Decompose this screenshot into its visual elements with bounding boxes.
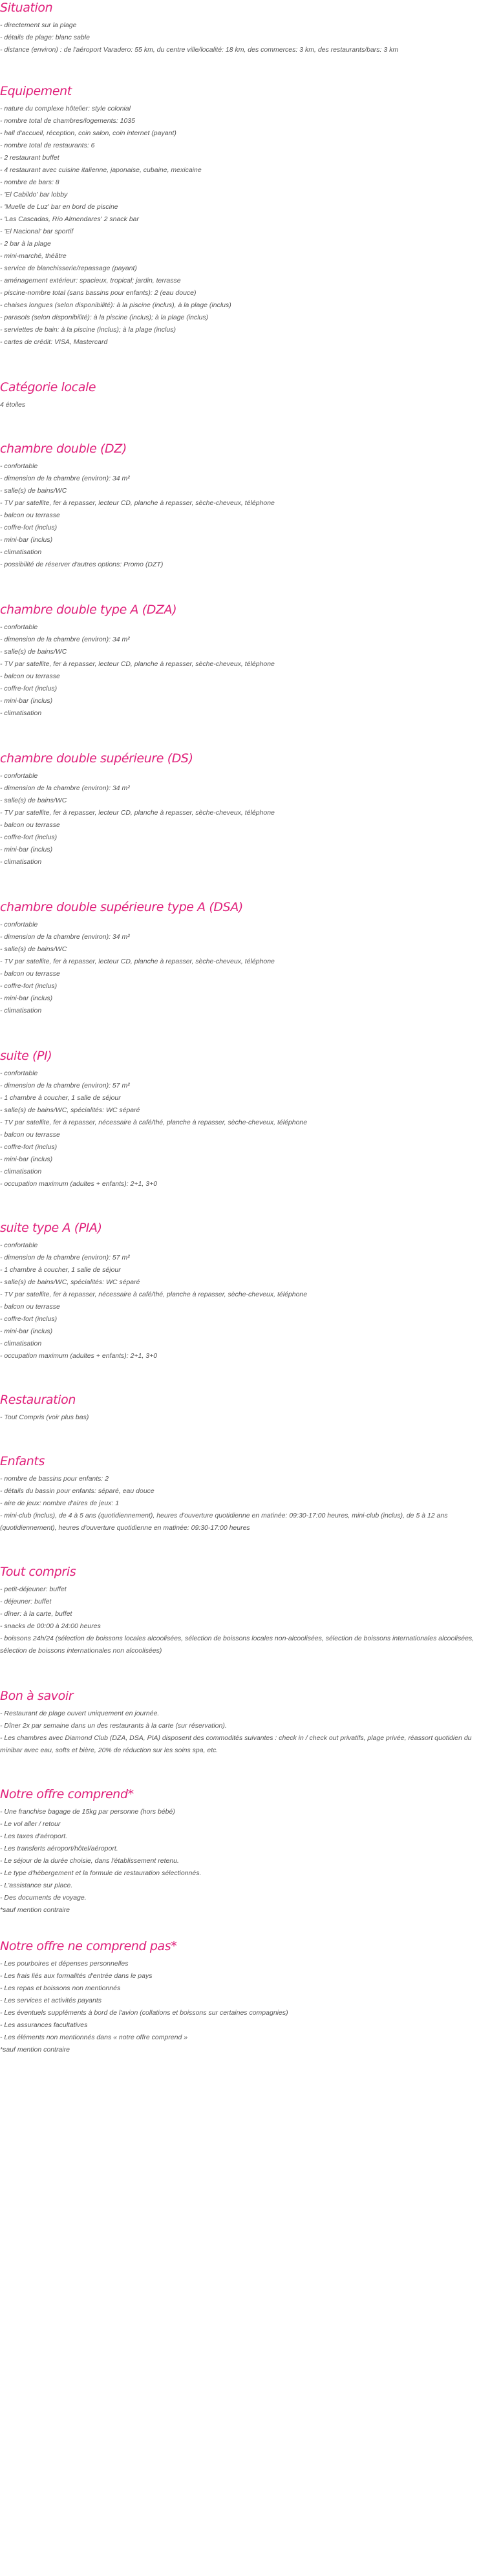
section-lines <box>0 621 490 720</box>
text-line: - mini-marché, théâtre <box>0 252 67 260</box>
text-line: - Restaurant de plage ouvert uniquement en journée. <box>0 1710 160 1717</box>
text-line: - dimension de la chambre (environ): 34 m² <box>0 475 130 482</box>
text-line: - Les assurances facultatives <box>0 2021 88 2029</box>
section-lines <box>0 1411 490 1424</box>
section-lines <box>0 1958 490 2056</box>
section-title: chambre double (DZ) <box>0 442 127 456</box>
text-line: - coffre-fort (inclus) <box>0 1315 58 1323</box>
section-title: Catégorie locale <box>0 380 96 394</box>
text-line: - serviettes de bain: à la piscine (inclus); à la plage (inclus) <box>0 326 176 334</box>
section-3 <box>0 441 490 571</box>
section-title: Tout compris <box>0 1565 76 1579</box>
text-line: - climatisation <box>0 1007 42 1014</box>
text-line: - TV par satellite, fer à repasser, lecteur CD, planche à repasser, sèche-cheveux, téléphone <box>0 499 275 507</box>
text-line: - balcon ou terrasse <box>0 511 60 519</box>
section-10 <box>0 1454 490 1534</box>
section-13 <box>0 1787 490 1916</box>
text-line: - Le séjour de la durée choisie, dans l'établissement retenu. <box>0 1857 179 1865</box>
text-line: - Les éventuels suppléments à bord de l'avion (collations et boissons sur certaines compagnies) <box>0 2009 288 2017</box>
text-line: - confortable <box>0 772 38 780</box>
section-lines <box>0 1473 490 1534</box>
text-line: - Les frais liés aux formalités d'entrée dans le pays <box>0 1972 153 1980</box>
text-line: - petit-déjeuner: buffet <box>0 1585 67 1593</box>
section-spacer <box>0 1424 490 1454</box>
text-line: - Les taxes d'aéroport. <box>0 1832 68 1840</box>
text-line: - 'Muelle de Luz' bar en bord de piscine <box>0 203 118 211</box>
section-spacer <box>0 1362 490 1392</box>
text-line: - Tout Compris (voir plus bas) <box>0 1413 89 1421</box>
text-line: - Les transferts aéroport/hôtel/aéroport. <box>0 1845 118 1852</box>
text-line: - dimension de la chambre (environ): 57 m² <box>0 1254 130 1261</box>
text-line: - confortable <box>0 1241 38 1249</box>
text-line: - occupation maximum (adultes + enfants): 2+1, 3+0 <box>0 1352 158 1360</box>
section-title: chambre double type A (DZA) <box>0 603 177 617</box>
text-line: - Les repas et boissons non mentionnés <box>0 1984 121 1992</box>
text-line: - confortable <box>0 1069 38 1077</box>
section-title: suite type A (PIA) <box>0 1221 102 1235</box>
section-lines <box>0 1708 490 1757</box>
text-line: - TV par satellite, fer à repasser, lecteur CD, planche à repasser, sèche-cheveux, téléphone <box>0 958 275 965</box>
section-0 <box>0 0 490 56</box>
text-line: *sauf mention contraire <box>0 1906 70 1914</box>
text-line: - déjeuner: buffet <box>0 1598 52 1605</box>
section-spacer <box>0 56 490 83</box>
section-2 <box>0 380 490 411</box>
text-line: - salle(s) de bains/WC <box>0 945 67 953</box>
section-lines <box>0 1240 490 1362</box>
text-line: - salle(s) de bains/WC <box>0 797 67 804</box>
section-title: Restauration <box>0 1393 76 1407</box>
text-line: - 'El Nacional' bar sportif <box>0 228 74 235</box>
section-6 <box>0 899 490 1017</box>
text-line: - occupation maximum (adultes + enfants): 2+1, 3+0 <box>0 1180 158 1188</box>
text-line: - dîner: à la carte, buffet <box>0 1610 72 1618</box>
section-8 <box>0 1220 490 1362</box>
text-line: 4 étoiles <box>0 401 26 409</box>
section-lines <box>0 919 490 1017</box>
text-line: - nombre de bars: 8 <box>0 178 59 186</box>
text-line: - mini-bar (inclus) <box>0 994 53 1002</box>
text-line: - dimension de la chambre (environ): 34 m² <box>0 784 130 792</box>
text-line: - balcon ou terrasse <box>0 1303 60 1311</box>
section-spacer <box>0 1757 490 1787</box>
section-4 <box>0 602 490 720</box>
text-line: - salle(s) de bains/WC <box>0 648 67 656</box>
section-lines <box>0 103 490 349</box>
section-lines <box>0 460 490 571</box>
text-line: *sauf mention contraire <box>0 2046 70 2054</box>
section-spacer <box>0 868 490 899</box>
text-line: - service de blanchisserie/repassage (payant) <box>0 264 137 272</box>
text-line: - détails de plage: blanc sable <box>0 34 90 41</box>
text-line: - coffre-fort (inclus) <box>0 982 58 990</box>
text-line: - Des documents de voyage. <box>0 1894 87 1902</box>
text-line: - nombre de bassins pour enfants: 2 <box>0 1475 109 1483</box>
text-line: - coffre-fort (inclus) <box>0 524 58 531</box>
text-line: - possibilité de réserver d'autres options: Promo (DZT) <box>0 561 164 568</box>
text-line: - climatisation <box>0 1340 42 1347</box>
text-line: - 2 restaurant buffet <box>0 154 59 162</box>
section-spacer <box>0 720 490 751</box>
section-spacer <box>0 1190 490 1220</box>
section-title: chambre double supérieure type A (DSA) <box>0 900 243 914</box>
text-line: - confortable <box>0 921 38 928</box>
text-line: - TV par satellite, fer à repasser, nécessaire à café/thé, planche à repasser, sèche-cheveux, téléphone <box>0 1119 308 1126</box>
section-12 <box>0 1688 490 1757</box>
text-line: - mini-bar (inclus) <box>0 1155 53 1163</box>
text-line: - aire de jeux: nombre d'aires de jeux: 1 <box>0 1499 120 1507</box>
text-line: - hall d'accueil, réception, coin salon, coin internet (payant) <box>0 129 176 137</box>
section-spacer <box>0 1017 490 1048</box>
text-line: - salle(s) de bains/WC, spécialités: WC séparé <box>0 1278 140 1286</box>
text-line: - nombre total de restaurants: 6 <box>0 142 95 149</box>
section-lines <box>0 1583 490 1657</box>
text-line: - climatisation <box>0 858 42 866</box>
section-title: Equipement <box>0 84 72 98</box>
section-title: Bon à savoir <box>0 1689 74 1703</box>
section-5 <box>0 751 490 868</box>
section-14 <box>0 1938 490 2056</box>
text-line: - climatisation <box>0 1168 42 1175</box>
text-line: - TV par satellite, fer à repasser, nécessaire à café/thé, planche à repasser, sèche-cheveux, téléphone <box>0 1291 308 1298</box>
section-lines <box>0 1806 490 1916</box>
text-line: - balcon ou terrasse <box>0 1131 60 1139</box>
section-lines <box>0 1068 490 1190</box>
text-line: - 1 chambre à coucher, 1 salle de séjour <box>0 1094 121 1102</box>
text-line: - Dîner 2x par semaine dans un des restaurants à la carte (sur réservation). <box>0 1722 227 1730</box>
text-line: - distance (environ) : de l'aéroport Varadero: 55 km, du centre ville/localité: 18 km, des commerces: 3 km, des restaurants/bars: 3 km <box>0 46 399 54</box>
text-line: - confortable <box>0 623 38 631</box>
text-line: - boissons 24h/24 (sélection de boissons locales alcoolisées, sélection de boissons locales non-alcoolisées, sélection de boissons internationales alcoolisées, sélection de boissons internationales non alcoolisées) <box>0 1635 474 1655</box>
text-line: - Le type d'hébergement et la formule de restauration sélectionnés. <box>0 1869 202 1877</box>
section-spacer <box>0 1534 490 1564</box>
text-line: - balcon ou terrasse <box>0 970 60 978</box>
text-line: - mini-bar (inclus) <box>0 536 53 544</box>
text-line: - directement sur la plage <box>0 21 77 29</box>
text-line: - Les services et activités payants <box>0 1997 101 2004</box>
text-line: - balcon ou terrasse <box>0 821 60 829</box>
section-lines <box>0 770 490 868</box>
text-line: - coffre-fort (inclus) <box>0 833 58 841</box>
text-line: - climatisation <box>0 548 42 556</box>
text-line: - Les éléments non mentionnés dans « notre offre comprend » <box>0 2034 188 2041</box>
section-spacer <box>0 1916 490 1938</box>
section-11 <box>0 1564 490 1657</box>
section-title: chambre double supérieure (DS) <box>0 751 193 766</box>
text-line: - 'Las Cascadas, Río Almendares' 2 snack bar <box>0 215 139 223</box>
text-line: - mini-bar (inclus) <box>0 1327 53 1335</box>
text-line: - Le vol aller / retour <box>0 1820 61 1828</box>
text-line: - salle(s) de bains/WC <box>0 487 67 495</box>
text-line: - dimension de la chambre (environ): 34 m² <box>0 933 130 941</box>
section-title: Situation <box>0 1 53 15</box>
section-lines <box>0 399 490 411</box>
text-line: - mini-club (inclus), de 4 à 5 ans (quotidiennement), heures d'ouverture quotidienne en matinée: 09:30-17:00 heures, mini-club (inclus), de 5 à 12 ans (quotidiennement), heures d'ouverture quotidienne en matinée: 09:30-17:00 heures <box>0 1512 448 1532</box>
text-line: - TV par satellite, fer à repasser, lecteur CD, planche à repasser, sèche-cheveux, téléphone <box>0 660 275 668</box>
section-1 <box>0 83 490 349</box>
text-line: - mini-bar (inclus) <box>0 846 53 853</box>
section-spacer <box>0 349 490 380</box>
text-line: - L'assistance sur place. <box>0 1882 73 1889</box>
section-spacer <box>0 1657 490 1688</box>
text-line: - TV par satellite, fer à repasser, lecteur CD, planche à repasser, sèche-cheveux, téléphone <box>0 809 275 817</box>
section-title: Enfants <box>0 1454 45 1468</box>
text-line: - aménagement extérieur: spacieux, tropical; jardin, terrasse <box>0 277 181 284</box>
text-line: - piscine-nombre total (sans bassins pour enfants): 2 (eau douce) <box>0 289 197 297</box>
section-spacer <box>0 411 490 441</box>
text-line: - nature du complexe hôtelier: style colonial <box>0 105 131 113</box>
text-line: - chaises longues (selon disponibilité): à la piscine (inclus), à la plage (inclus) <box>0 301 231 309</box>
text-line: - snacks de 00:00 à 24:00 heures <box>0 1622 101 1630</box>
text-line: - 'El Cabildo' bar lobby <box>0 191 68 199</box>
text-line: - Une franchise bagage de 15kg par personne (hors bébé) <box>0 1808 175 1816</box>
text-line: - Les pourboires et dépenses personnelles <box>0 1960 129 1968</box>
section-lines <box>0 19 490 56</box>
text-line: - coffre-fort (inclus) <box>0 1143 58 1151</box>
text-line: - dimension de la chambre (environ): 57 m² <box>0 1082 130 1089</box>
text-line: - 4 restaurant avec cuisine italienne, japonaise, cubaine, mexicaine <box>0 166 202 174</box>
text-line: - salle(s) de bains/WC, spécialités: WC séparé <box>0 1106 140 1114</box>
text-line: - climatisation <box>0 709 42 717</box>
text-line: - 1 chambre à coucher, 1 salle de séjour <box>0 1266 121 1274</box>
section-title: Notre offre comprend* <box>0 1787 134 1801</box>
text-line: - confortable <box>0 462 38 470</box>
text-line: - parasols (selon disponibilité): à la piscine (inclus); à la plage (inclus) <box>0 314 209 321</box>
text-line: - balcon ou terrasse <box>0 672 60 680</box>
section-title: suite (PI) <box>0 1049 52 1063</box>
text-line: - cartes de crédit: VISA, Mastercard <box>0 338 108 346</box>
section-spacer <box>0 2056 490 2082</box>
section-title: Notre offre ne comprend pas* <box>0 1939 177 1953</box>
text-line: - mini-bar (inclus) <box>0 697 53 705</box>
text-line: - coffre-fort (inclus) <box>0 685 58 692</box>
section-9 <box>0 1392 490 1424</box>
section-7 <box>0 1048 490 1190</box>
text-line: - nombre total de chambres/logements: 1035 <box>0 117 135 125</box>
text-line: - 2 bar à la plage <box>0 240 51 248</box>
text-line: - dimension de la chambre (environ): 34 m² <box>0 636 130 643</box>
text-line: - détails du bassin pour enfants: séparé, eau douce <box>0 1487 154 1495</box>
section-spacer <box>0 571 490 602</box>
text-line: - Les chambres avec Diamond Club (DZA, DSA, PIA) disposent des commodités suivantes : check in / check out privatifs, plage privée, réassort quotidien du minibar avec eau, softs et bière, 20% de réduction sur les soins spa, etc. <box>0 1734 472 1754</box>
